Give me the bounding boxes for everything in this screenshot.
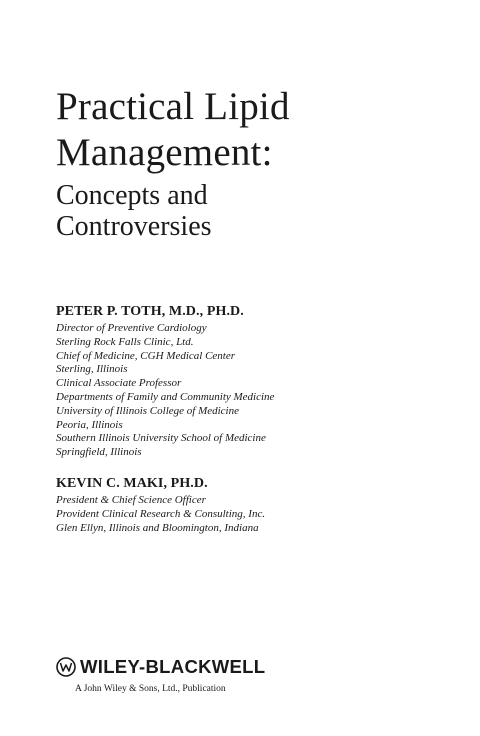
wiley-logo-icon (56, 657, 76, 677)
author-block-maki (56, 475, 456, 535)
author-block-toth (56, 303, 456, 460)
author-affiliation-line: Provident Clinical Research & Consulting, Inc. (56, 507, 266, 520)
author-affiliation-line: Glen Ellyn, Illinois and Bloomington, Indiana (56, 521, 259, 534)
author-affiliation-line: Peoria, Illinois (56, 418, 123, 431)
author-affiliation-line: Clinical Associate Professor (56, 377, 182, 390)
author-affiliation-line: Sterling Rock Falls Clinic, Ltd. (56, 335, 194, 348)
author-affiliation-line: Springfield, Illinois (56, 446, 142, 459)
book-title-block (56, 84, 456, 242)
book-title-line-1: Practical Lipid (56, 85, 290, 128)
publisher-imprint (56, 655, 356, 695)
author-name: PETER P. TOTH, M.D., PH.D. (56, 304, 244, 319)
author-name: KEVIN C. MAKI, PH.D. (56, 476, 208, 491)
book-title-line-2: Management: (56, 131, 273, 174)
publisher-logo (56, 655, 356, 679)
book-subtitle-line-1: Concepts and (56, 180, 208, 211)
author-affiliation-line: President & Chief Science Officer (56, 494, 206, 506)
author-affiliation-line: Southern Illinois University School of Medicine (56, 432, 266, 445)
author-affiliation-line: Chief of Medicine, CGH Medical Center (56, 349, 236, 362)
publisher-logo-text: WILEY-BLACKWELL (80, 656, 266, 677)
author-affiliation-line: University of Illinois College of Medicine (56, 404, 239, 417)
author-affiliation-line: Sterling, Illinois (56, 363, 128, 376)
publisher-tagline: A John Wiley & Sons, Ltd., Publication (75, 684, 226, 694)
book-subtitle-line-2: Controversies (56, 211, 212, 242)
author-affiliation-line: Director of Preventive Cardiology (56, 322, 207, 334)
author-affiliation-line: Departments of Family and Community Medicine (56, 390, 275, 403)
